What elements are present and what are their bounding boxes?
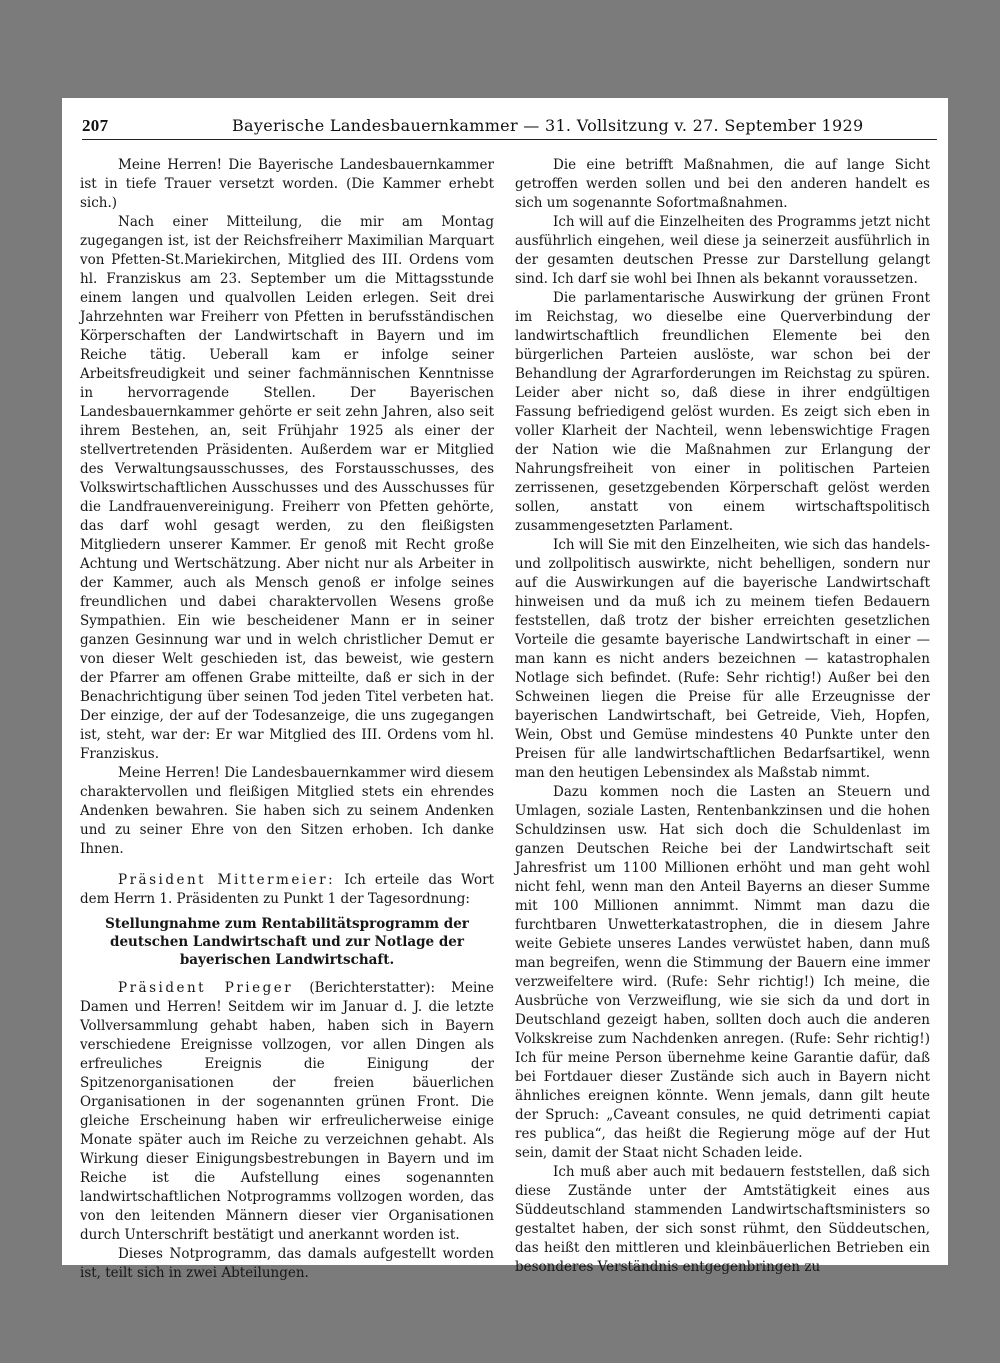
speaker-name: Präsident Prieger [118,980,294,996]
paragraph: Nach einer Mitteilung, die mir am Montag zugegangen ist, ist der Reichsfreiherr Maximilian Marquart von Pfetten-St.Mariekirchen, Mitglied des III. Ordens vom hl. Franziskus am 23. September um die Mittagsstunde einem langen und qualvollen Leiden erlegen. Seit drei Jahrzehnten war Freiherr von Pfetten in berufsständischen Körperschaften der Landwirtschaft in Bayern und im Reiche tätig. Ueberall kam er infolge seiner Arbeitsfreudigkeit und seiner fachmännischen Kenntnisse in hervorragende Stellen. Der Bayerischen Landesbauernkammer gehörte er seit zehn Jahren, also seit ihrem Bestehen, an, seit Frühjahr 1925 als einer der stellvertretenden Präsidenten. Außerdem war er Mitglied des Verwaltungsausschusses, des Forstausschusses, des Volkswirtschaftlichen Ausschusses und des Ausschusses für die Landfrauenvereinigung. Freiherr von Pfetten gehörte, das darf wohl gesagt werden, zu den fleißigsten Mitgliedern unserer Kammer. Er genoß mit Recht große Achtung und Wertschätzung. Aber nicht nur als Arbeiter in der Kammer, auch als Mensch genoß er infolge seines freundlichen und dabei charaktervollen Wesens große Sympathien. Ein wie bescheidener Mann er in seiner ganzen Gesinnung war und in welch christlicher Demut er von dieser Welt geschieden ist, das beweist, wie gestern der Pfarrer am offenen Grabe mitteilte, daß er sich in der Benachrichtigung über seinen Tod jeden Titel verbeten hat. Der einzige, der auf der Todesanzeige, die uns zugegangen ist, steht, war der: Er war Mitglied des III. Ordens vom hl. Franziskus. [80,214,494,762]
paragraph: Ich muß aber auch mit bedauern feststellen, daß sich diese Zustände unter der Amtstätigkeit eines aus Süddeutschland stammenden Landwirtschaftsministers so gestaltet haben, der sich sonst rühmt, den Süddeutschen, das heißt den mittleren und kleinbäuerlichen Betrieben ein besonderes Verständnis entgegenbringen zu [515,1164,930,1275]
paragraph [80,979,494,1245]
running-title: Bayerische Landesbauernkammer — 31. Vollsitzung v. 27. September 1929 [232,116,864,135]
paragraph: Die parlamentarische Auswirkung der grünen Front im Reichstag, wo dieselbe eine Querverbindung der landwirtschaftlich freundlichen Elemente bei den bürgerlichen Parteien auslöste, war schon bei der Behandlung der Agrarforderungen im Reichstag zu spüren. Leider aber nicht so, daß diese in ihrer endgültigen Fassung befriedigend gelöst wurden. Es zeigt sich eben in voller Klarheit der Nachteil, wenn lebenswichtige Fragen der Nation wie die Maßnahmen zur Erlangung der Nahrungsfreiheit von einer in politischen Parteien zerrissenen, gesetzgebenden Körperschaft gelöst werden sollen, anstatt von einem wirtschaftspolitisch zusammengesetzten Parlament. [515,290,930,534]
paragraph: Ich will auf die Einzelheiten des Programms jetzt nicht ausführlich eingehen, weil diese ja seinerzeit ausführlich in der gesamten deutschen Presse zur Darstellung gelangt sind. Ich darf sie wohl bei Ihnen als bekannt voraussetzen. [515,214,930,287]
header-rule [82,139,937,140]
right-column [515,156,930,1277]
paragraph [80,871,494,909]
paragraph: Meine Herren! Die Landesbauernkammer wird diesem charaktervollen und fleißigen Mitglied stets ein ehrendes Andenken bewahren. Sie haben sich zu seinem Andenken und zu seiner Ehre von den Sitzen erhoben. Ich danke Ihnen. [80,765,494,857]
paragraph: Ich will Sie mit den Einzelheiten, wie sich das handels- und zollpolitisch auswirkte, nicht behelligen, sondern nur auf die Auswirkungen auf die bayerische Landwirtschaft hinweisen und da muß ich zu meinem tiefen Bedauern feststellen, daß trotz der bisher erreichten gesetzlichen Vorteile die gesamte bayerische Landwirtschaft in einer — man kann es nicht anders bezeichnen — katastrophalen Notlage sich befindet. (Rufe: Sehr richtig!) Außer bei den Schweinen liegen die Preise für alle Erzeugnisse der bayerischen Landwirtschaft, bei Getreide, Vieh, Hopfen, Wein, Obst und Gemüse mindestens 40 Punkte unter den Preisen für alle landwirtschaftlichen Bedarfsartikel, wenn man den heutigen Lebensindex als Maßstab nimmt. [515,537,930,781]
paragraph: Dazu kommen noch die Lasten an Steuern und Umlagen, soziale Lasten, Rentenbankzinsen und die hohen Schuldzinsen usw. Hat sich doch die Schuldenlast im ganzen Deutschen Reiche bei der Landwirtschaft seit Jahresfrist um 1100 Millionen erhöht und man geht wohl nicht fehl, wenn man den Anteil Bayerns an dieser Summe mit 100 Millionen annimmt. Nimmt man dazu die furchtbaren Unwetterkatastrophen, die in diesem Jahre weite Gebiete unseres Landes verwüstet haben, dann muß man begreifen, wenn die Stimmung der Bauern eine immer verzweifeltere wird. (Rufe: Sehr richtig!) Ich meine, die Ausbrüche von Verzweiflung, wie sie sich da und dort in Deutschland gezeigt haben, sollten doch auch die anderen Volkskreise zum Nachdenken anregen. (Rufe: Sehr richtig!) Ich für meine Person übernehme keine Garantie dafür, daß bei Fortdauer dieser Zustände sich auch in Bayern nicht ähnliches ereignen könnte. Wenn jemals, dann gilt heute der Spruch: „Caveant consules, ne quid detrimenti capiat res publica“, das heißt die Regierung möge auf der Hut sein, damit der Staat nicht Schaden leide. [515,784,930,1161]
paragraph: Dieses Notprogramm, das damals aufgestellt worden ist, teilt sich in zwei Abteilungen. [80,1246,494,1281]
speaker-text: (Berichterstatter): Meine Damen und Herren! Seitdem wir im Januar d. J. die letzte Vollversammlung gehabt haben, haben sich in Bayern verschiedene Ereignisse vollzogen, vor allen Dingen als erfreuliches Ereignis die Einigung der Spitzenorganisationen der freien bäuerlichen Organisationen in der sogenannten grünen Front. Die gleiche Erscheinung haben wir erfreulicherweise einige Monate später auch im Reiche zu verzeichnen gehabt. Als Wirkung dieser Einigungsbestrebungen in Bayern und im Reiche ist die Aufstellung eines sogenannten landwirtschaftlichen Notprogramms vollzogen worden, das von den leitenden Männern dieser vier Organisationen durch Unterschrift bestätigt und anerkannt worden ist. [80,980,494,1243]
speaker-text: Ich erteile das Wort dem Herrn 1. Präsidenten zu Punkt 1 der Tagesordnung: [80,872,495,907]
page-header [82,116,937,140]
paragraph: Meine Herren! Die Bayerische Landesbauernkammer ist in tiefe Trauer versetzt worden. (Die Kammer erhebt sich.) [80,157,494,211]
agenda-heading: Stellungnahme zum Rentabilitätsprogramm der deutschen Landwirtschaft und zur Notlage der bayerischen Landwirtschaft. [105,916,469,968]
speaker-name: Präsident Mittermeier: [118,872,336,888]
paragraph: Die eine betrifft Maßnahmen, die auf lange Sicht getroffen werden sollen und bei den anderen handelt es sich um sogenannte Sofortmaßnahmen. [515,157,930,211]
page-number: 207 [82,116,109,135]
spacer [80,859,494,871]
left-column [80,156,494,1283]
